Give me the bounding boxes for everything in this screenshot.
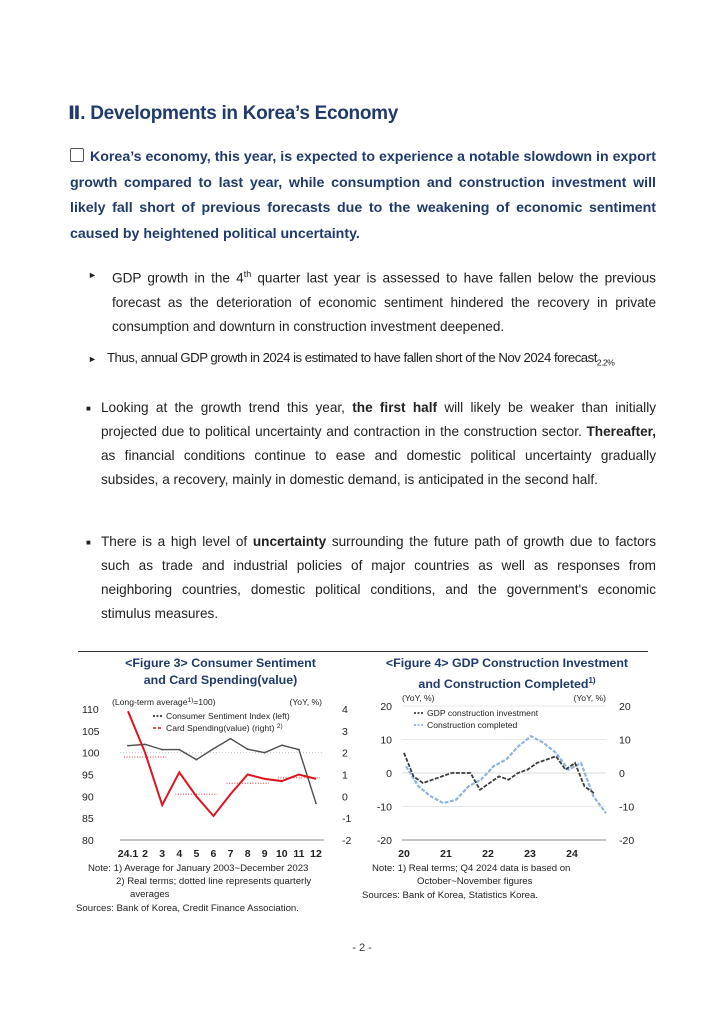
figure3-sentiment-point [230, 738, 232, 740]
figure3-sentiment-line [128, 739, 316, 804]
bullet-2-bold: uncertainty [252, 534, 327, 549]
figure4-right-tick-label: 20 [619, 701, 631, 713]
figure3-sentiment-point [213, 748, 215, 750]
figure3-right-tick-label: 0 [342, 791, 348, 804]
figure3-legend-label-card [166, 723, 283, 733]
bullet-2 [86, 530, 656, 626]
forecast-subscript: 2.2% [596, 357, 615, 368]
figure4-construction-completed-line [406, 736, 606, 813]
figures-top-rule [78, 651, 648, 652]
figure4-note-label: Note: [372, 863, 395, 874]
figure4-note1b: October~November figures [417, 876, 533, 887]
figure3-x-tick-label: 24.1 [117, 848, 139, 860]
figure3-right-tick-label: 3 [342, 725, 348, 738]
figure4-left-axis-note: (YoY, %) [402, 693, 435, 703]
bullet-1-bold-b: Thereafter, [586, 424, 656, 439]
section-title [68, 102, 398, 125]
figure3-title [78, 655, 363, 689]
figure4-left-tick-label: 10 [380, 734, 392, 747]
figure4-right-tick-label: 10 [619, 734, 631, 747]
figure3-left-tick-label: 110 [82, 704, 99, 716]
figure3-legend-label-card-text: Card Spending(value) (right) [166, 723, 277, 733]
figure3-legend-label-sentiment: Consumer Sentiment Index (left) [166, 711, 290, 721]
figure3-note1: 1) Average for January 2003~December 2023 [113, 863, 309, 874]
figure3-right-axis-note: (YoY, %) [289, 697, 322, 707]
section-number: Ⅱ. [68, 103, 86, 124]
arrow-point-2-text: Thus, annual GDP growth in 2024 is estimated to have fallen short of the Nov 2024 forecast [107, 350, 597, 365]
bullet-1-bold-a: the first half [352, 400, 438, 415]
figure4-notes [372, 862, 652, 888]
figure3-left-tick-label: 100 [82, 747, 100, 760]
figure3-left-axis-note [112, 697, 216, 707]
figure3-note2b: averages [130, 889, 170, 900]
figure3-sentiment-point [315, 802, 317, 804]
figure4-note1: 1) Real terms; Q4 2024 data is based on [397, 863, 571, 874]
figure3-x-tick-label: 7 [227, 848, 234, 860]
figure3-x-tick-label: 10 [275, 848, 288, 860]
figure4-left-tick-label: 0 [386, 768, 392, 780]
figure3-sentiment-point [281, 744, 283, 746]
figure3-notes [88, 862, 368, 901]
figure3-sentiment-point [144, 743, 146, 745]
figure4-left-tick-label: 20 [380, 701, 392, 713]
figure3-right-tick-label: 1 [342, 769, 348, 782]
figure4-legend-label-gdp: GDP construction investment [427, 708, 539, 718]
figure3-sentiment-point [298, 749, 300, 751]
figure3-left-axis-note-text: (Long-term average [112, 697, 188, 707]
figure3-x-tick-label: 3 [159, 848, 166, 860]
bullet-2-text-b: surrounding the future path of growth due to factors such as trade and industrial policies of major countries as well as responses from neighboring countries, domestic political conditions, and the government's economic stimulus measures. [101, 534, 656, 621]
figure3-left-axis-note-end: =100) [193, 697, 216, 707]
figure4-right-axis-note: (YoY, %) [573, 693, 606, 703]
page-number: - 2 - [352, 942, 372, 954]
figure4-right-tick-label: -10 [619, 801, 635, 814]
triangle-right-icon: ► [88, 354, 97, 364]
figure3-sources: Sources: Bank of Korea, Credit Finance Association. [76, 903, 299, 914]
main-paragraph-text: Korea’s economy, this year, is expected to experience a notable slowdown in export growth compared to last year, while consumption and construction investment will likely fall short of previous forecasts due to the weakening of economic sentiment caused by heightened political uncertainty. [70, 149, 656, 242]
checkbox-square-icon [70, 148, 84, 162]
figure4-title-sup: 1) [588, 676, 596, 685]
arrow-point-text-b: quarter last year is assessed to have fallen below the previous forecast as the deterioration of economic sentiment hindered the recovery in private consumption and downturn in construction investment deepened. [112, 270, 656, 334]
figure3-right-tick-label: 4 [342, 704, 348, 716]
figure4-sources: Sources: Bank of Korea, Statistics Korea. [362, 890, 538, 901]
figure3-right-tick-label: -2 [342, 835, 352, 847]
figure3-x-tick-label: 6 [210, 848, 217, 860]
figure4-legend-label-completed: Construction completed [427, 720, 518, 730]
arrow-point-1 [88, 262, 656, 339]
bullet-1 [86, 396, 656, 492]
figure3-sentiment-point [127, 745, 129, 747]
figure3-x-tick-label: 4 [176, 848, 183, 860]
figure3-note2: 2) Real terms; dotted line represents quarterly [116, 876, 312, 887]
figure3-sentiment-point [161, 749, 163, 751]
bullet-2-text-a: There is a high level of [101, 534, 253, 549]
square-bullet-icon: ■ [86, 404, 91, 413]
figure3-left-axis-note-sup: 1) [187, 697, 194, 704]
figure4-title [362, 655, 652, 693]
figure3-right-tick-label: 2 [342, 747, 348, 760]
figure3-sentiment-point [247, 748, 249, 750]
figure3-sentiment-point [178, 749, 180, 751]
bullet-1-text-a: Looking at the growth trend this year, [101, 400, 353, 415]
figure4-left-tick-label: -10 [376, 801, 392, 814]
figure3-x-tick-label: 8 [244, 848, 251, 860]
figure3-sentiment-point [195, 759, 197, 761]
figure3-note-label: Note: [88, 863, 111, 874]
figure4-right-tick-label: -20 [619, 835, 635, 847]
figure3-title-line1: <Figure 3> Consumer Sentiment [125, 656, 316, 670]
figure3-x-tick-label: 5 [193, 848, 200, 860]
figure3-left-tick-label: 90 [82, 791, 94, 804]
figure3-left-tick-label: 85 [82, 813, 94, 826]
figure4-x-tick-label: 22 [482, 848, 494, 860]
figure3-legend-label-card-sup: 2) [276, 723, 283, 730]
arrow-point-text-a: GDP growth in the 4 [112, 270, 244, 286]
figure4-chart [362, 692, 652, 862]
figure3-left-tick-label: 80 [82, 835, 94, 847]
figure3-x-tick-label: 9 [261, 848, 268, 860]
figure3-x-tick-label: 12 [310, 848, 322, 860]
figure4-right-tick-label: 0 [619, 768, 625, 780]
figure3-left-tick-label: 105 [82, 725, 100, 738]
figure4-x-tick-label: 20 [398, 848, 410, 860]
figure4-left-tick-label: -20 [376, 835, 392, 847]
figure3-x-tick-label: 11 [293, 848, 305, 860]
arrow-point-2 [88, 346, 656, 375]
main-paragraph [70, 145, 656, 247]
square-bullet-icon: ■ [86, 538, 91, 547]
figure4-x-tick-label: 21 [440, 848, 452, 860]
figure4-title-line2: and Construction Completed [418, 677, 589, 692]
triangle-right-icon: ► [88, 270, 97, 280]
figure4-x-tick-label: 24 [566, 848, 578, 860]
figure3-left-tick-label: 95 [82, 769, 94, 782]
figure3-title-line2: and Card Spending(value) [143, 673, 298, 687]
figure3-x-tick-label: 2 [142, 848, 149, 860]
figure3-sentiment-point [264, 752, 266, 754]
superscript-th: th [243, 269, 252, 279]
figure3-chart [78, 692, 363, 862]
section-title-text: Developments in Korea’s Economy [90, 103, 398, 124]
bullet-1-text-c: as financial conditions continue to ease and domestic political uncertainty gradually subsides, a recovery, mainly in domestic demand, is anticipated in the second half. [101, 448, 656, 487]
figure4-x-tick-label: 23 [524, 848, 536, 860]
figure4-title-line1: <Figure 4> GDP Construction Investment [385, 656, 629, 670]
figure3-right-tick-label: -1 [342, 813, 352, 826]
bullet-1-text-b: will likely be weaker than initially projected due to political uncertainty and contraction in the construction sector. [101, 400, 657, 439]
